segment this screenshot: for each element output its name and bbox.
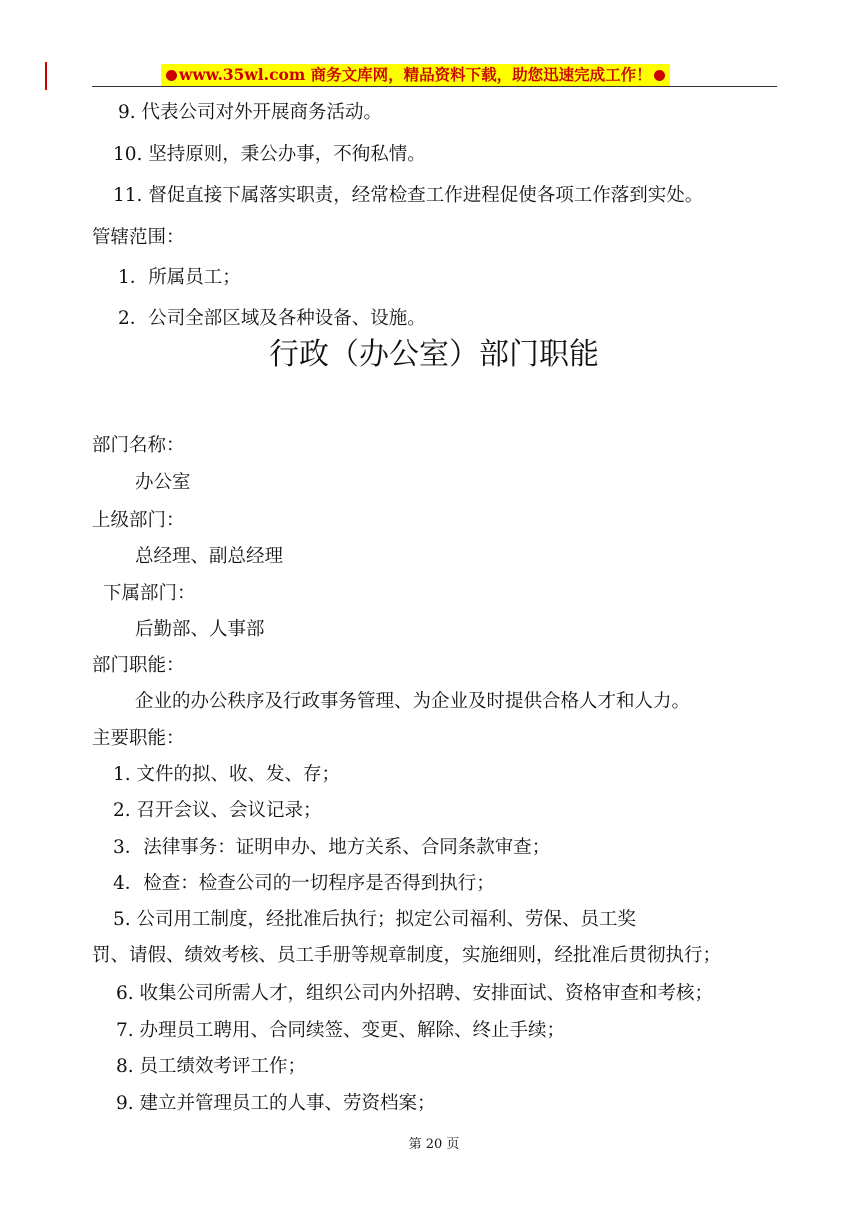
function-item: 1. 文件的拟、收、发、存； — [113, 764, 341, 785]
function-item: 2. 召开会议、会议记录； — [113, 800, 322, 821]
header-banner[interactable] — [161, 64, 670, 86]
duty-item-10: 10. 坚持原则，秉公办事，不徇私情。 — [113, 144, 426, 165]
banner-text: www.35wl.com 商务文库网，精品资料下载，助您迅速完成工作！ — [179, 65, 652, 84]
bullet-dot-icon — [654, 70, 665, 81]
superior-value: 总经理、副总经理 — [135, 546, 284, 567]
function-item: 7. 办理员工聘用、合同续签、变更、解除、终止手续； — [116, 1020, 566, 1041]
page-number: 第 20 页 — [408, 1137, 460, 1152]
function-item: 5. 公司用工制度，经批准后执行；拟定公司福利、劳保、员工奖 — [113, 909, 637, 930]
jurisdiction-item: 1．所属员工； — [118, 267, 241, 288]
jurisdiction-heading: 管辖范围： — [92, 227, 185, 248]
duty-item-11: 11. 督促直接下属落实职责，经常检查工作进程促使各项工作落到实处。 — [113, 185, 704, 206]
superior-label: 上级部门： — [92, 510, 185, 531]
function-item: 4．检查：检查公司的一切程序是否得到执行； — [113, 873, 495, 894]
subordinate-value: 后勤部、人事部 — [135, 619, 265, 640]
dept-name-label: 部门名称： — [92, 435, 185, 456]
margin-marker — [45, 62, 47, 90]
function-item-continued: 罚、请假、绩效考核、员工手册等规章制度，实施细则，经批准后贯彻执行； — [92, 945, 722, 966]
function-value: 企业的办公秩序及行政事务管理、为企业及时提供合格人才和人力。 — [135, 691, 691, 712]
function-item: 8. 员工绩效考评工作； — [116, 1056, 307, 1077]
function-item: 6. 收集公司所需人才，组织公司内外招聘、安排面试、资格审查和考核； — [116, 983, 714, 1004]
duty-item-9: 9. 代表公司对外开展商务活动。 — [118, 102, 383, 123]
dept-name-value: 办公室 — [135, 472, 191, 493]
header-rule — [92, 86, 777, 87]
function-item: 9. 建立并管理员工的人事、劳资档案； — [116, 1093, 436, 1114]
function-label: 部门职能： — [92, 655, 185, 676]
section-title: 行政（办公室）部门职能 — [269, 337, 599, 372]
function-item: 3．法律事务：证明申办、地方关系、合同条款审查； — [113, 837, 551, 858]
bullet-dot-icon — [166, 70, 177, 81]
jurisdiction-item: 2．公司全部区域及各种设备、设施。 — [118, 308, 426, 329]
subordinate-label: 下属部门： — [103, 583, 196, 604]
main-functions-heading: 主要职能： — [92, 728, 185, 749]
